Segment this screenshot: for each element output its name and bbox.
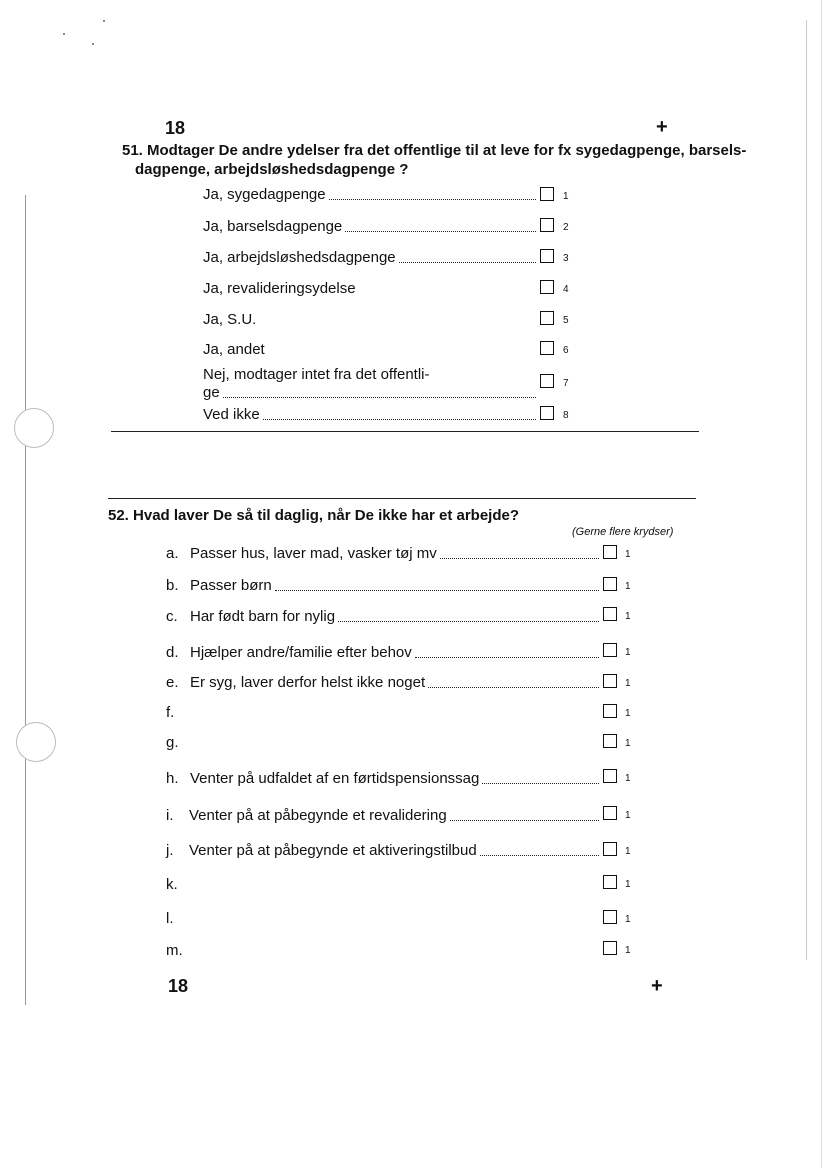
- q52-letter-c: c.: [166, 608, 178, 625]
- q51-option-label: Ved ikke: [203, 406, 260, 423]
- q52-option-label: Passer børn: [190, 577, 272, 594]
- q51-code-5: 5: [563, 315, 569, 326]
- q52-option-label: Er syg, laver derfor helst ikke noget: [190, 674, 426, 691]
- q52-option-label: Venter på at påbegynde et revalidering: [189, 807, 447, 824]
- q52-code-k: 1: [625, 879, 631, 890]
- q52-hint: (Gerne flere krydser): [572, 526, 674, 538]
- q52-code-f: 1: [625, 708, 631, 719]
- q52-code-c: 1: [625, 611, 631, 622]
- q51-checkbox-6[interactable]: [540, 341, 554, 355]
- q51-option-6: [203, 341, 538, 359]
- q52-option-label: Hjælper andre/familie efter behov: [190, 644, 412, 661]
- q52-code-g: 1: [625, 738, 631, 749]
- q51-checkbox-1[interactable]: [540, 187, 554, 201]
- q52-checkbox-l[interactable]: [603, 910, 617, 924]
- q51-checkbox-3[interactable]: [540, 249, 554, 263]
- q51-option-8: [203, 406, 538, 424]
- q52-checkbox-i[interactable]: [603, 806, 617, 820]
- scan-left-edge: [25, 195, 26, 1005]
- q51-option-label: Ja, andet: [203, 341, 265, 358]
- q52-option-label: Passer hus, laver mad, vasker tøj mv: [190, 545, 437, 562]
- speck: [63, 33, 65, 35]
- q52-option-label: Har født barn for nylig: [190, 608, 336, 625]
- leader-dots: [223, 397, 536, 398]
- leader-dots: [329, 199, 536, 200]
- q52-code-e: 1: [625, 678, 631, 689]
- q51-option-label: Ja, barselsdagpenge: [203, 218, 343, 235]
- q51-code-7: 7: [563, 378, 569, 389]
- q51-code-8: 8: [563, 410, 569, 421]
- q52-letter-e: e.: [166, 674, 179, 691]
- q51-option-3: [203, 249, 538, 267]
- scan-right-border: [821, 0, 822, 1168]
- q52-letter-h: h.: [166, 770, 179, 787]
- registration-mark-top: +: [656, 116, 668, 138]
- q52-code-m: 1: [625, 945, 631, 956]
- q51-option-label: Ja, S.U.: [203, 311, 257, 328]
- q51-checkbox-7[interactable]: [540, 374, 554, 388]
- q52-option-a: [190, 545, 601, 563]
- q52-letter-b: b.: [166, 577, 179, 594]
- q52-letter-j: j.: [166, 842, 174, 859]
- q52-checkbox-h[interactable]: [603, 769, 617, 783]
- q52-checkbox-a[interactable]: [603, 545, 617, 559]
- q52-code-j: 1: [625, 846, 631, 857]
- q51-code-1: 1: [563, 191, 569, 202]
- q52-letter-f: f.: [166, 704, 175, 721]
- q51-title: [122, 141, 746, 179]
- q51-option-7: [203, 366, 538, 402]
- q52-option-i: [189, 807, 601, 825]
- registration-mark-bottom: +: [651, 975, 663, 997]
- q52-option-c: [190, 608, 601, 626]
- q51-checkbox-8[interactable]: [540, 406, 554, 420]
- q52-checkbox-b[interactable]: [603, 577, 617, 591]
- q51-checkbox-5[interactable]: [540, 311, 554, 325]
- q52-checkbox-k[interactable]: [603, 875, 617, 889]
- leader-dots: [440, 558, 599, 559]
- q52-title: 52. Hvad laver De så til daglig, når De ikke har et arbejde?: [108, 507, 520, 524]
- speck: [103, 20, 105, 22]
- q51-code-4: 4: [563, 284, 569, 295]
- q51-option-4: [203, 280, 538, 298]
- q51-option-2: [203, 218, 538, 236]
- q52-letter-i: i.: [166, 807, 174, 824]
- q52-option-h: [190, 770, 601, 788]
- q51-bottom-rule: [111, 431, 699, 432]
- q51-option-label: Ja, arbejdsløshedsdagpenge: [203, 249, 396, 266]
- q52-code-l: 1: [625, 914, 631, 925]
- page-number-bottom: 18: [168, 976, 189, 996]
- q51-code-2: 2: [563, 222, 569, 233]
- q51-code-6: 6: [563, 345, 569, 356]
- q52-checkbox-d[interactable]: [603, 643, 617, 657]
- q51-option-5: [203, 311, 538, 329]
- q52-code-h: 1: [625, 773, 631, 784]
- page-number-top: 18: [165, 118, 186, 138]
- q52-code-a: 1: [625, 549, 631, 560]
- leader-dots: [482, 783, 599, 784]
- leader-dots: [450, 820, 599, 821]
- q51-option-label: Ja, revalideringsydelse: [203, 280, 356, 297]
- q52-letter-a: a.: [166, 545, 179, 562]
- q52-letter-g: g.: [166, 734, 179, 751]
- q52-code-d: 1: [625, 647, 631, 658]
- q52-checkbox-c[interactable]: [603, 607, 617, 621]
- q51-checkbox-2[interactable]: [540, 218, 554, 232]
- punch-hole-top: [14, 408, 54, 448]
- q52-checkbox-f[interactable]: [603, 704, 617, 718]
- q52-letter-d: d.: [166, 644, 179, 661]
- q52-code-i: 1: [625, 810, 631, 821]
- q51-option-line2: [203, 384, 538, 402]
- q51-option-1: [203, 186, 538, 204]
- scan-right-edge: [806, 20, 807, 960]
- q51-option-label: Ja, sygedagpenge: [203, 186, 326, 203]
- q52-letter-l: l.: [166, 910, 174, 927]
- q52-option-e: [190, 674, 601, 692]
- leader-dots: [338, 621, 599, 622]
- speck: [92, 43, 94, 45]
- q52-option-b: [190, 577, 601, 595]
- q51-option-label-line2: ge: [203, 384, 220, 401]
- leader-dots: [415, 657, 599, 658]
- leader-dots: [480, 855, 599, 856]
- q52-option-d: [190, 644, 601, 662]
- q51-option-label-line1: Nej, modtager intet fra det offentli-: [203, 366, 430, 383]
- q51-title-line1: 51. Modtager De andre ydelser fra det offentlige til at leve for fx sygedagpenge, barsels-: [122, 142, 747, 159]
- leader-dots: [263, 419, 536, 420]
- q52-option-j: [189, 842, 601, 860]
- leader-dots: [428, 687, 599, 688]
- leader-dots: [345, 231, 536, 232]
- q52-checkbox-j[interactable]: [603, 842, 617, 856]
- q52-checkbox-g[interactable]: [603, 734, 617, 748]
- q51-code-3: 3: [563, 253, 569, 264]
- q52-top-rule: [108, 498, 696, 499]
- q52-checkbox-e[interactable]: [603, 674, 617, 688]
- q52-letter-k: k.: [166, 876, 178, 893]
- q52-option-label: Venter på udfaldet af en førtidspensionssag: [190, 770, 480, 787]
- leader-dots: [399, 262, 536, 263]
- q52-option-label: Venter på at påbegynde et aktiveringstilbud: [189, 842, 477, 859]
- q52-code-b: 1: [625, 581, 631, 592]
- q52-checkbox-m[interactable]: [603, 941, 617, 955]
- q51-checkbox-4[interactable]: [540, 280, 554, 294]
- punch-hole-bottom: [16, 722, 56, 762]
- leader-dots: [275, 590, 599, 591]
- q52-letter-m: m.: [166, 942, 183, 959]
- q51-title-line2: dagpenge, arbejdsløshedsdagpenge ?: [135, 161, 409, 178]
